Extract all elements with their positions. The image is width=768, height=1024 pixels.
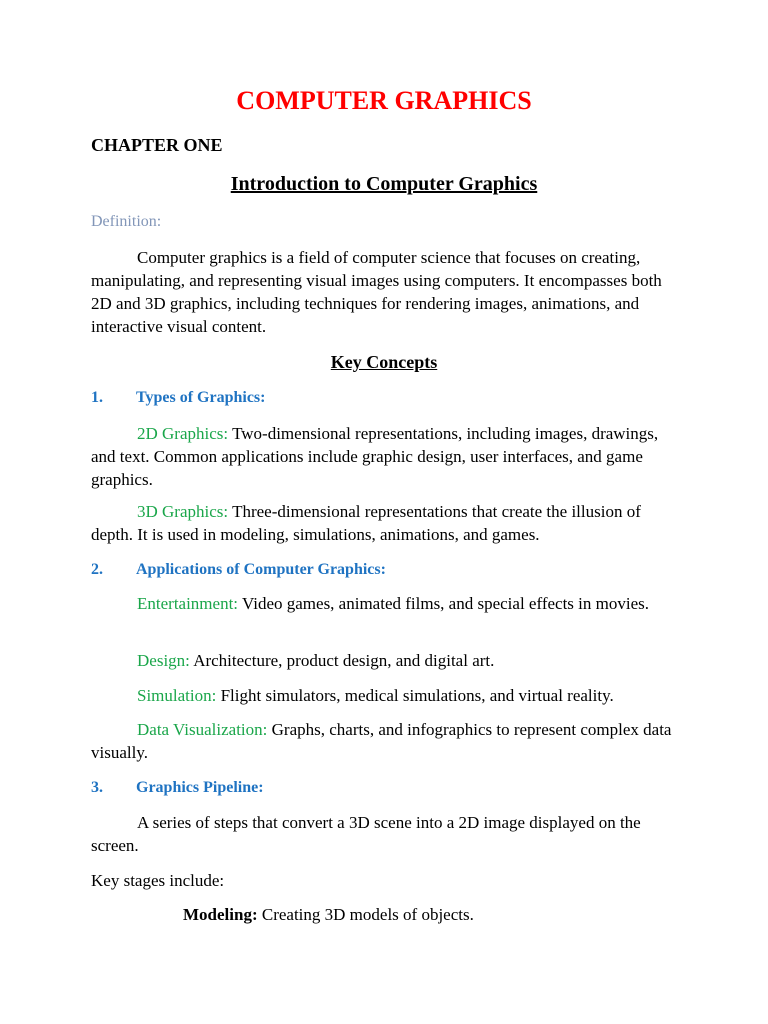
term-description: Flight simulators, medical simulations, and virtual reality. <box>216 686 614 705</box>
stage-item-modeling <box>91 903 683 926</box>
definition-label: Definition: <box>91 213 162 230</box>
section-number: 1. <box>91 389 103 406</box>
term-label: Data Visualization: <box>137 720 268 739</box>
term-label: 2D Graphics: <box>137 424 229 443</box>
list-item-3d-graphics <box>91 500 683 546</box>
term-label: Design: <box>137 651 190 670</box>
document-title: COMPUTER GRAPHICS <box>236 86 532 115</box>
key-concepts-title: Key Concepts <box>330 352 438 372</box>
term-label: Entertainment: <box>137 594 239 613</box>
list-item-design <box>91 649 683 672</box>
section-number: 2. <box>91 561 103 578</box>
intro-title: Introduction to Computer Graphics <box>230 173 538 195</box>
list-item-simulation <box>91 684 683 707</box>
term-description: Video games, animated films, and special effects in movies. <box>238 594 649 613</box>
chapter-heading: CHAPTER ONE <box>91 135 223 155</box>
section-heading-label: Types of Graphics: <box>136 389 266 406</box>
list-item-data-visualization <box>91 718 683 764</box>
section-heading-types <box>91 388 265 408</box>
pipeline-description: A series of steps that convert a 3D scene into a 2D image displayed on the screen. <box>91 813 641 855</box>
term-label: Simulation: <box>137 686 217 705</box>
term-description: Three-dimensional representations that create the illusion of depth. It is used in modeling, simulations, animations, and games. <box>91 502 641 544</box>
key-stages-label: Key stages include: <box>91 871 225 890</box>
definition-text: Computer graphics is a field of computer science that focuses on creating, manipulating, and representing visual images using computers. It encompasses both 2D and 3D graphics, including techniques for rendering images, animations, and interactive visual content. <box>91 248 662 336</box>
stage-term: Modeling: <box>183 905 258 924</box>
section-heading-pipeline <box>91 778 264 798</box>
section-number: 3. <box>91 779 103 796</box>
term-description: Graphs, charts, and infographics to represent complex data visually. <box>91 720 672 762</box>
list-item-2d-graphics <box>91 422 683 491</box>
term-description: Two-dimensional representations, including images, drawings, and text. Common applications include graphic design, user interfaces, and game graphics. <box>91 424 659 489</box>
section-heading-label: Applications of Computer Graphics: <box>136 561 386 578</box>
section-heading-label: Graphics Pipeline: <box>136 779 264 796</box>
list-item-entertainment <box>91 592 683 615</box>
term-label: 3D Graphics: <box>137 502 229 521</box>
section-heading-applications <box>91 560 386 580</box>
stage-description: Creating 3D models of objects. <box>257 905 474 924</box>
term-description: Architecture, product design, and digital art. <box>189 651 495 670</box>
